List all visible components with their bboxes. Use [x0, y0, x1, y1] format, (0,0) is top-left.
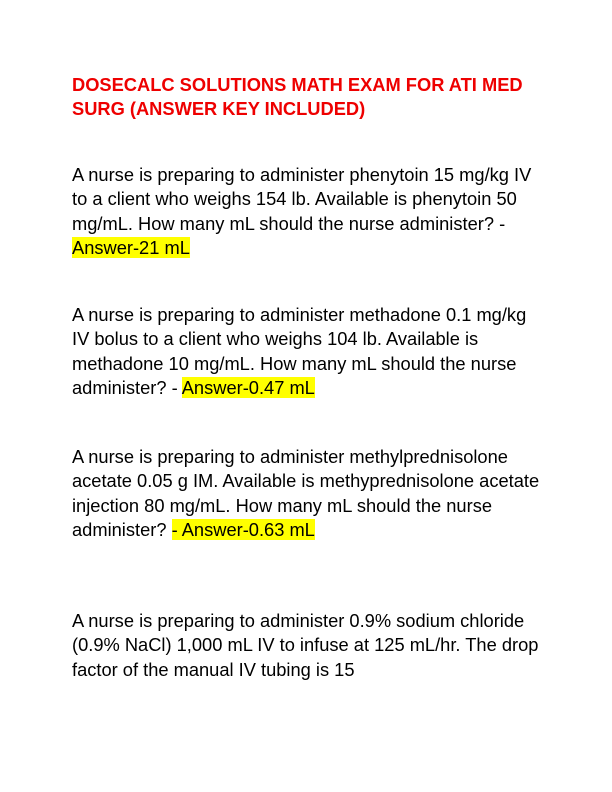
answer-highlight: - Answer-0.63 mL [171, 518, 315, 540]
question-text: A nurse is preparing to administer methadone 0.1 mg/kg IV bolus to a client who weighs 104 lb. Available is methadone 10 mg/mL. How many mL should the nurse administer? - [72, 304, 527, 398]
question-2 [72, 303, 542, 400]
question-text: A nurse is preparing to administer methylprednisolone acetate 0.05 g IM. Available is methyprednisolone acetate injection 80 mg/mL. How many mL should the nurse administer? [72, 446, 540, 540]
answer-highlight: Answer-21 mL [72, 236, 190, 258]
question-text: A nurse is preparing to administer 0.9% sodium chloride (0.9% NaCl) 1,000 mL IV to infuse at 125 mL/hr. The drop factor of the manual IV tubing is 15 [72, 610, 539, 680]
question-1 [72, 163, 542, 260]
question-text: A nurse is preparing to administer phenytoin 15 mg/kg IV to a client who weighs 154 lb. Available is phenytoin 50 mg/mL. How many mL should the nurse administer? - [72, 164, 532, 234]
answer-highlight: Answer-0.47 mL [181, 376, 315, 398]
question-3 [72, 445, 542, 542]
document-title: DOSECALC SOLUTIONS MATH EXAM FOR ATI MED SURG (ANSWER KEY INCLUDED) [72, 74, 523, 119]
question-4 [72, 609, 542, 682]
